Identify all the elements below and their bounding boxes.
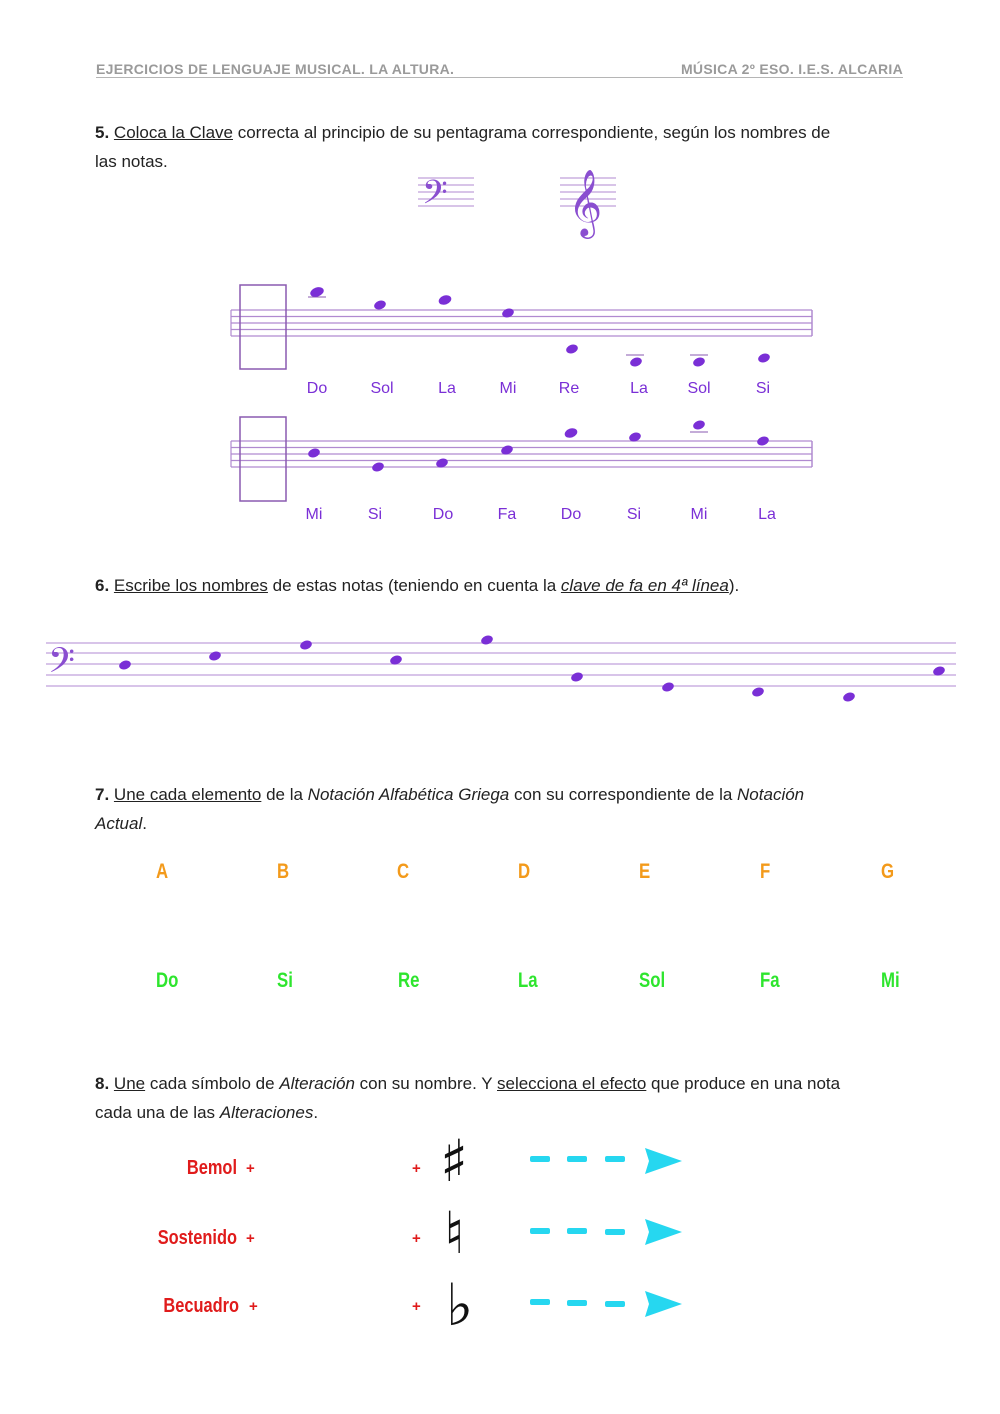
note xyxy=(842,691,856,703)
instruction-text: con su correspondiente de la xyxy=(509,785,738,804)
clef-answer-box[interactable] xyxy=(240,417,286,501)
instruction-italic: Actual xyxy=(95,814,143,833)
note xyxy=(629,356,643,368)
effect-arrow-2[interactable] xyxy=(530,1219,682,1245)
exercise-number: 7. xyxy=(95,785,110,804)
note-label: La xyxy=(438,380,456,397)
header-divider xyxy=(96,77,903,78)
note xyxy=(692,356,706,368)
header-left: EJERCICIOS DE LENGUAJE MUSICAL. LA ALTURA. xyxy=(96,61,455,77)
greek-letter-a[interactable]: A xyxy=(156,860,169,883)
note xyxy=(751,686,765,698)
sharp-icon: ♯ xyxy=(440,1127,469,1195)
modern-note-fa[interactable]: Fa xyxy=(760,969,780,992)
note xyxy=(692,419,706,431)
instruction-text: que produce en una nota xyxy=(646,1074,841,1093)
exercise-5-staves xyxy=(0,270,1000,535)
connector-dot[interactable]: + xyxy=(412,1230,421,1247)
note xyxy=(757,352,771,364)
connector-dot[interactable]: + xyxy=(412,1298,421,1315)
note-label: Do xyxy=(560,506,582,523)
greek-letter-c[interactable]: C xyxy=(397,860,410,883)
connector-dot[interactable]: + xyxy=(249,1298,258,1315)
instruction-underlined: Une xyxy=(113,1074,146,1093)
exercise-number: 8. xyxy=(95,1074,110,1093)
instruction-text: . xyxy=(313,1103,319,1122)
treble-clef-option[interactable] xyxy=(560,170,616,239)
note-label: Mi xyxy=(499,380,517,397)
note xyxy=(373,299,387,311)
effect-arrows xyxy=(525,1140,695,1330)
note-label: Mi xyxy=(305,506,323,523)
greek-letter-b[interactable]: B xyxy=(277,860,290,883)
note xyxy=(480,634,494,646)
arrow-right-icon xyxy=(645,1291,682,1317)
bass-clef-icon: 𝄢 xyxy=(48,641,76,688)
greek-letter-d[interactable]: D xyxy=(518,860,531,883)
bass-clef-icon: 𝄢 xyxy=(422,175,448,219)
exercise-6-instructions xyxy=(95,571,905,600)
exercise-7-instructions xyxy=(95,780,905,838)
note xyxy=(208,650,222,662)
note-label: Si xyxy=(626,506,642,523)
note xyxy=(661,681,675,693)
modern-note-do[interactable]: Do xyxy=(156,969,179,992)
clef-options xyxy=(410,160,630,240)
instruction-clef: clave de fa en 4ª línea xyxy=(560,576,729,595)
note xyxy=(563,427,578,440)
instruction-italic: Notación xyxy=(737,785,805,804)
exercise-8-instructions xyxy=(95,1069,905,1127)
arrow-right-icon xyxy=(645,1219,682,1245)
modern-note-mi[interactable]: Mi xyxy=(881,969,900,992)
flat-icon: ♭ xyxy=(446,1271,474,1339)
instruction-text: cada símbolo de xyxy=(145,1074,280,1093)
instruction-italic: Alteraciones xyxy=(219,1103,314,1122)
note xyxy=(756,435,770,447)
instruction-underlined: selecciona el efecto xyxy=(497,1074,647,1093)
alteration-name-sostenido[interactable]: Sostenido xyxy=(157,1227,237,1249)
instruction-text: cada una de las xyxy=(95,1103,220,1122)
exercise-6-staff xyxy=(0,625,1000,715)
exercise-number: 5. xyxy=(95,123,110,142)
instruction-text: correcta al principio de su pentagrama correspondiente, según los nombres de xyxy=(232,123,831,142)
note-label: Sol xyxy=(370,380,394,397)
note-label: Do xyxy=(432,506,454,523)
alteration-name-bemol[interactable]: Bemol xyxy=(186,1157,237,1179)
exercise-number: 6. xyxy=(95,576,110,595)
note-label: Sol xyxy=(687,380,711,397)
staff-1 xyxy=(231,285,812,397)
connector-dot[interactable]: + xyxy=(246,1160,255,1177)
instruction-text: de estas notas (teniendo en cuenta la xyxy=(267,576,561,595)
instruction-text: con su nombre. Y xyxy=(354,1074,497,1093)
note-label: La xyxy=(758,506,776,523)
modern-note-si[interactable]: Si xyxy=(277,969,293,992)
staff-2 xyxy=(231,417,812,523)
greek-letter-e[interactable]: E xyxy=(639,860,651,883)
note-label: Si xyxy=(367,506,383,523)
note xyxy=(570,671,584,683)
modern-note-sol[interactable]: Sol xyxy=(639,969,666,992)
greek-letter-g[interactable]: G xyxy=(881,860,895,883)
clef-answer-box[interactable] xyxy=(240,285,286,369)
instruction-text: . xyxy=(142,814,147,833)
note xyxy=(118,659,132,671)
effect-arrow-3[interactable] xyxy=(530,1291,682,1317)
note-label: La xyxy=(630,380,648,397)
alteration-name-becuadro[interactable]: Becuadro xyxy=(163,1295,239,1317)
bass-clef-option[interactable] xyxy=(410,160,474,240)
note xyxy=(501,307,515,319)
natural-icon: ♮ xyxy=(444,1199,465,1267)
instruction-text: de la xyxy=(261,785,308,804)
note xyxy=(437,294,452,307)
greek-letter-f[interactable]: F xyxy=(760,860,771,883)
note xyxy=(299,639,313,651)
arrow-right-icon xyxy=(645,1148,682,1174)
note-label: Re xyxy=(558,380,580,397)
effect-arrow-1[interactable] xyxy=(530,1148,682,1174)
instruction-text: las notas. xyxy=(95,152,168,171)
connector-dot[interactable]: + xyxy=(412,1160,421,1177)
note-label: Do xyxy=(306,380,328,397)
instruction-text: ). xyxy=(728,576,740,595)
header-right: MÚSICA 2º ESO. I.E.S. ALCARIA xyxy=(680,61,903,77)
instruction-italic: Alteración xyxy=(279,1074,355,1093)
note xyxy=(371,461,385,473)
instruction-underlined: Coloca la Clave xyxy=(113,123,233,142)
modern-note-re[interactable]: Re xyxy=(398,969,420,992)
note-label: Si xyxy=(755,380,771,397)
note xyxy=(565,343,579,355)
instruction-italic: Notación Alfabética Griega xyxy=(307,785,510,804)
instruction-underlined: Une cada elemento xyxy=(113,785,262,804)
treble-clef-icon: 𝄞 xyxy=(568,170,603,235)
connector-dot[interactable]: + xyxy=(246,1230,255,1247)
modern-note-la[interactable]: La xyxy=(518,969,538,992)
note-label: Fa xyxy=(497,506,517,523)
note-label: Mi xyxy=(690,506,708,523)
note xyxy=(307,447,321,459)
instruction-underlined: Escribe los nombres xyxy=(113,576,268,595)
